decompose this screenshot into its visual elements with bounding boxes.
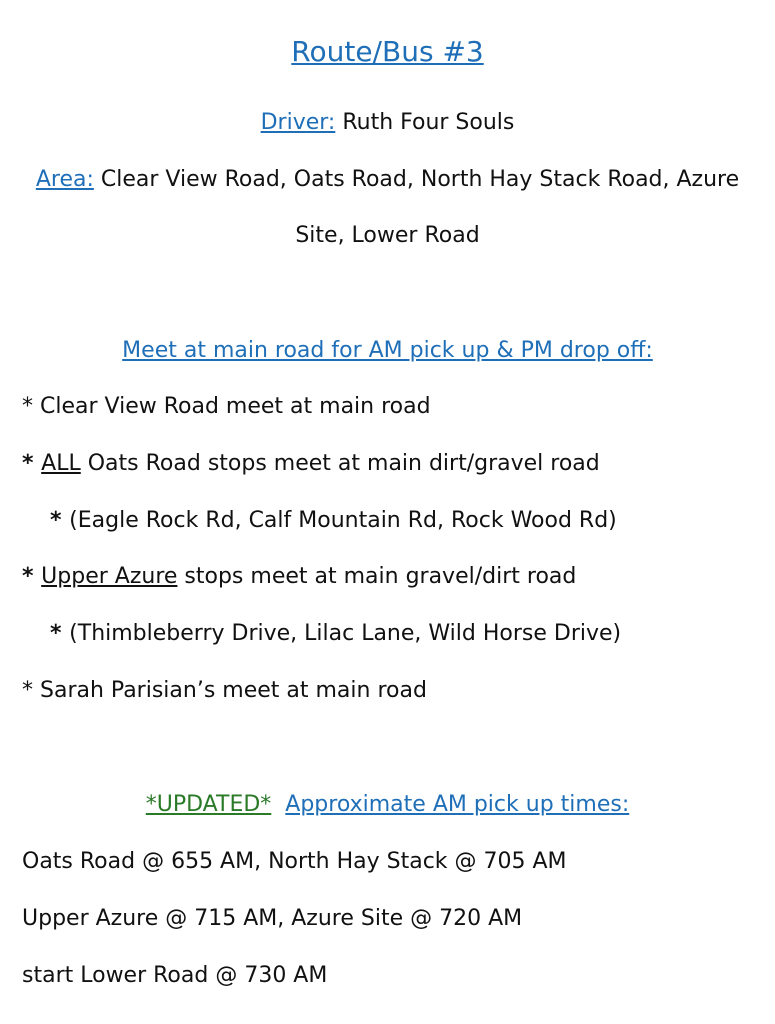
meet-item-text: Sarah Parisian’s meet at main road (40, 678, 427, 703)
meet-item-emphasis: Upper Azure (41, 564, 178, 589)
meet-item-text: Clear View Road meet at main road (40, 394, 431, 419)
meet-item-text: (Thimbleberry Drive, Lilac Lane, Wild Horse Drive) (69, 621, 622, 646)
meet-item-sub (50, 619, 621, 649)
meet-item (22, 676, 427, 706)
bullet: * (22, 564, 42, 589)
area-line-1 (0, 165, 775, 195)
updated-label: *UPDATED* (145, 792, 272, 817)
meet-item (22, 449, 600, 479)
pickup-time-line: Upper Azure @ 715 AM, Azure Site @ 720 AM (22, 906, 523, 931)
bullet: * (22, 678, 40, 703)
area-value-1: Clear View Road, Oats Road, North Hay Stack Road, Azure (93, 167, 740, 192)
driver-value: Ruth Four Souls (335, 110, 515, 135)
pickup-time-line: start Lower Road @ 730 AM (22, 963, 328, 988)
meet-item-emphasis: ALL (41, 451, 81, 476)
pickup-time-line: Oats Road @ 655 AM, North Hay Stack @ 705 AM (22, 849, 567, 874)
bullet: * (50, 508, 70, 533)
meet-item-text: Oats Road stops meet at main dirt/gravel road (80, 451, 600, 476)
bullet: * (22, 394, 40, 419)
area-line-2: Site, Lower Road (295, 223, 480, 248)
meet-item-sub (50, 506, 617, 536)
times-heading-line (0, 790, 775, 820)
area-label: Area: (35, 167, 94, 192)
bullet: * (50, 621, 70, 646)
bullet: * (22, 451, 42, 476)
driver-label: Driver: (260, 110, 336, 135)
driver-line (0, 108, 775, 138)
meet-item (22, 562, 576, 592)
times-heading: Approximate AM pick up times: (285, 792, 630, 817)
meet-item-text: (Eagle Rock Rd, Calf Mountain Rd, Rock Wood Rd) (69, 508, 617, 533)
meet-item (22, 392, 431, 422)
meet-heading: Meet at main road for AM pick up & PM drop off: (122, 338, 653, 363)
page-title: Route/Bus #3 (291, 35, 484, 68)
meet-item-text: stops meet at main gravel/dirt road (177, 564, 577, 589)
